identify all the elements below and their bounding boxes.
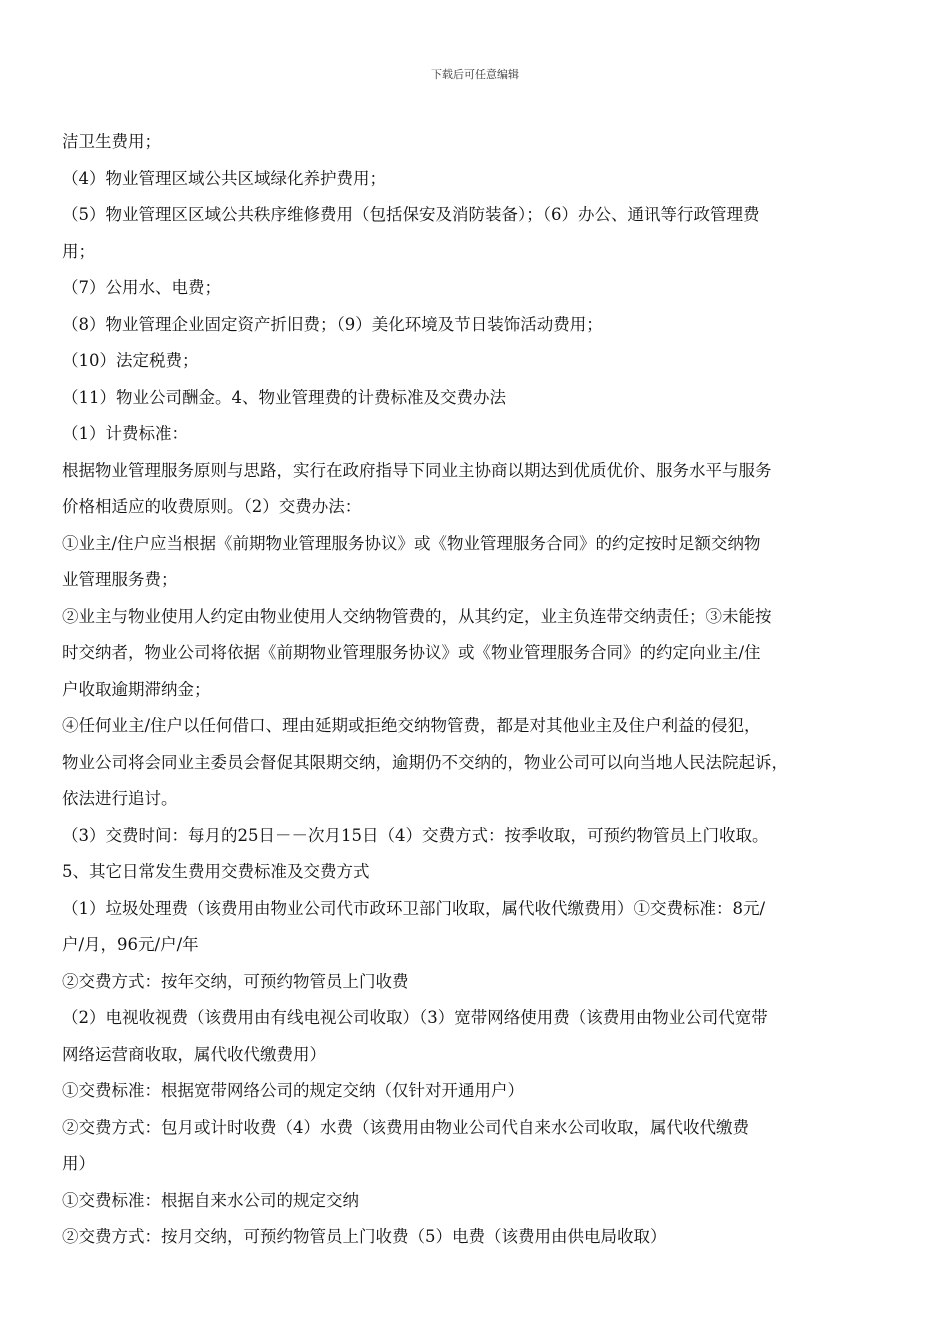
text-line: 5、其它日常发生费用交费标准及交费方式 [62,862,370,881]
text-line: ①交费标准：根据自来水公司的规定交纳 [62,1190,359,1210]
text-line: 用） [62,1154,95,1173]
text-line: （4）物业管理区域公共区域绿化养护费用； [62,168,386,188]
text-line: 户/月，96元/户/年 [62,935,199,954]
text-line: 洁卫生费用； [62,132,161,151]
text-line: ②交费方式：包月或计时收费（4）水费（该费用由物业公司代自来水公司收取，属代收代缴费 [62,1117,749,1137]
text-line: （7）公用水、电费； [62,278,221,297]
text-line: （8）物业管理企业固定资产折旧费；（9）美化环境及节日装饰活动费用； [62,314,603,334]
text-line: 业管理服务费； [62,570,178,589]
text-line: （1）垃圾处理费（该费用由物业公司代市政环卫部门收取，属代收代缴费用）①交费标准：8元/ [62,898,766,918]
text-line: ②交费方式：按月交纳，可预约物管员上门收费（5）电费（该费用由供电局收取） [62,1227,667,1246]
text-line: 网络运营商收取，属代收代缴费用） [62,1044,326,1064]
text-line: 价格相适应的收费原则。（2）交费办法： [62,497,362,516]
text-line: ②业主与物业使用人约定由物业使用人交纳物管费的，从其约定，业主负连带交纳责任；③未能按 [62,606,772,626]
document-body [62,124,892,1256]
text-line: （5）物业管理区区域公共秩序维修费用（包括保安及消防装备）；（6）办公、通讯等行政管理费 [62,205,760,224]
text-line: ①业主/住户应当根据《前期物业管理服务协议》或《物业管理服务合同》的约定按时足额交纳物 [62,533,761,553]
text-line: （2）电视收视费（该费用由有线电视公司收取）（3）宽带网络使用费（该费用由物业公司代宽带 [62,1008,768,1027]
text-line: ②交费方式：按年交纳，可预约物管员上门收费 [62,971,409,991]
text-line: 时交纳者，物业公司将依据《前期物业管理服务协议》或《物业管理服务合同》的约定向业主/住 [62,643,761,662]
page-header: 下载后可任意编辑 [431,68,519,81]
text-line: 用； [62,241,95,261]
text-line: ④任何业主/住户以任何借口、理由延期或拒绝交纳物管费，都是对其他业主及住户利益的侵犯， [62,716,761,735]
text-line: ①交费标准：根据宽带网络公司的规定交纳（仅针对开通用户） [62,1081,524,1100]
text-line: （1）计费标准： [62,424,188,443]
text-line: （10）法定税费； [62,351,199,370]
text-line: 物业公司将会同业主委员会督促其限期交纳，逾期仍不交纳的，物业公司可以向当地人民法院起诉， [62,752,788,772]
text-line: （3）交费时间：每月的25日－－次月15日（4）交费方式：按季收取，可预约物管员上门收取。 [62,825,769,845]
text-line: 根据物业管理服务原则与思路，实行在政府指导下同业主协商以期达到优质优价、服务水平与服务 [62,460,772,480]
text-line: 户收取逾期滞纳金； [62,679,211,699]
text-line: （11）物业公司酬金。4、物业管理费的计费标准及交费办法 [62,387,506,407]
text-line: 依法进行追讨。 [62,789,178,808]
